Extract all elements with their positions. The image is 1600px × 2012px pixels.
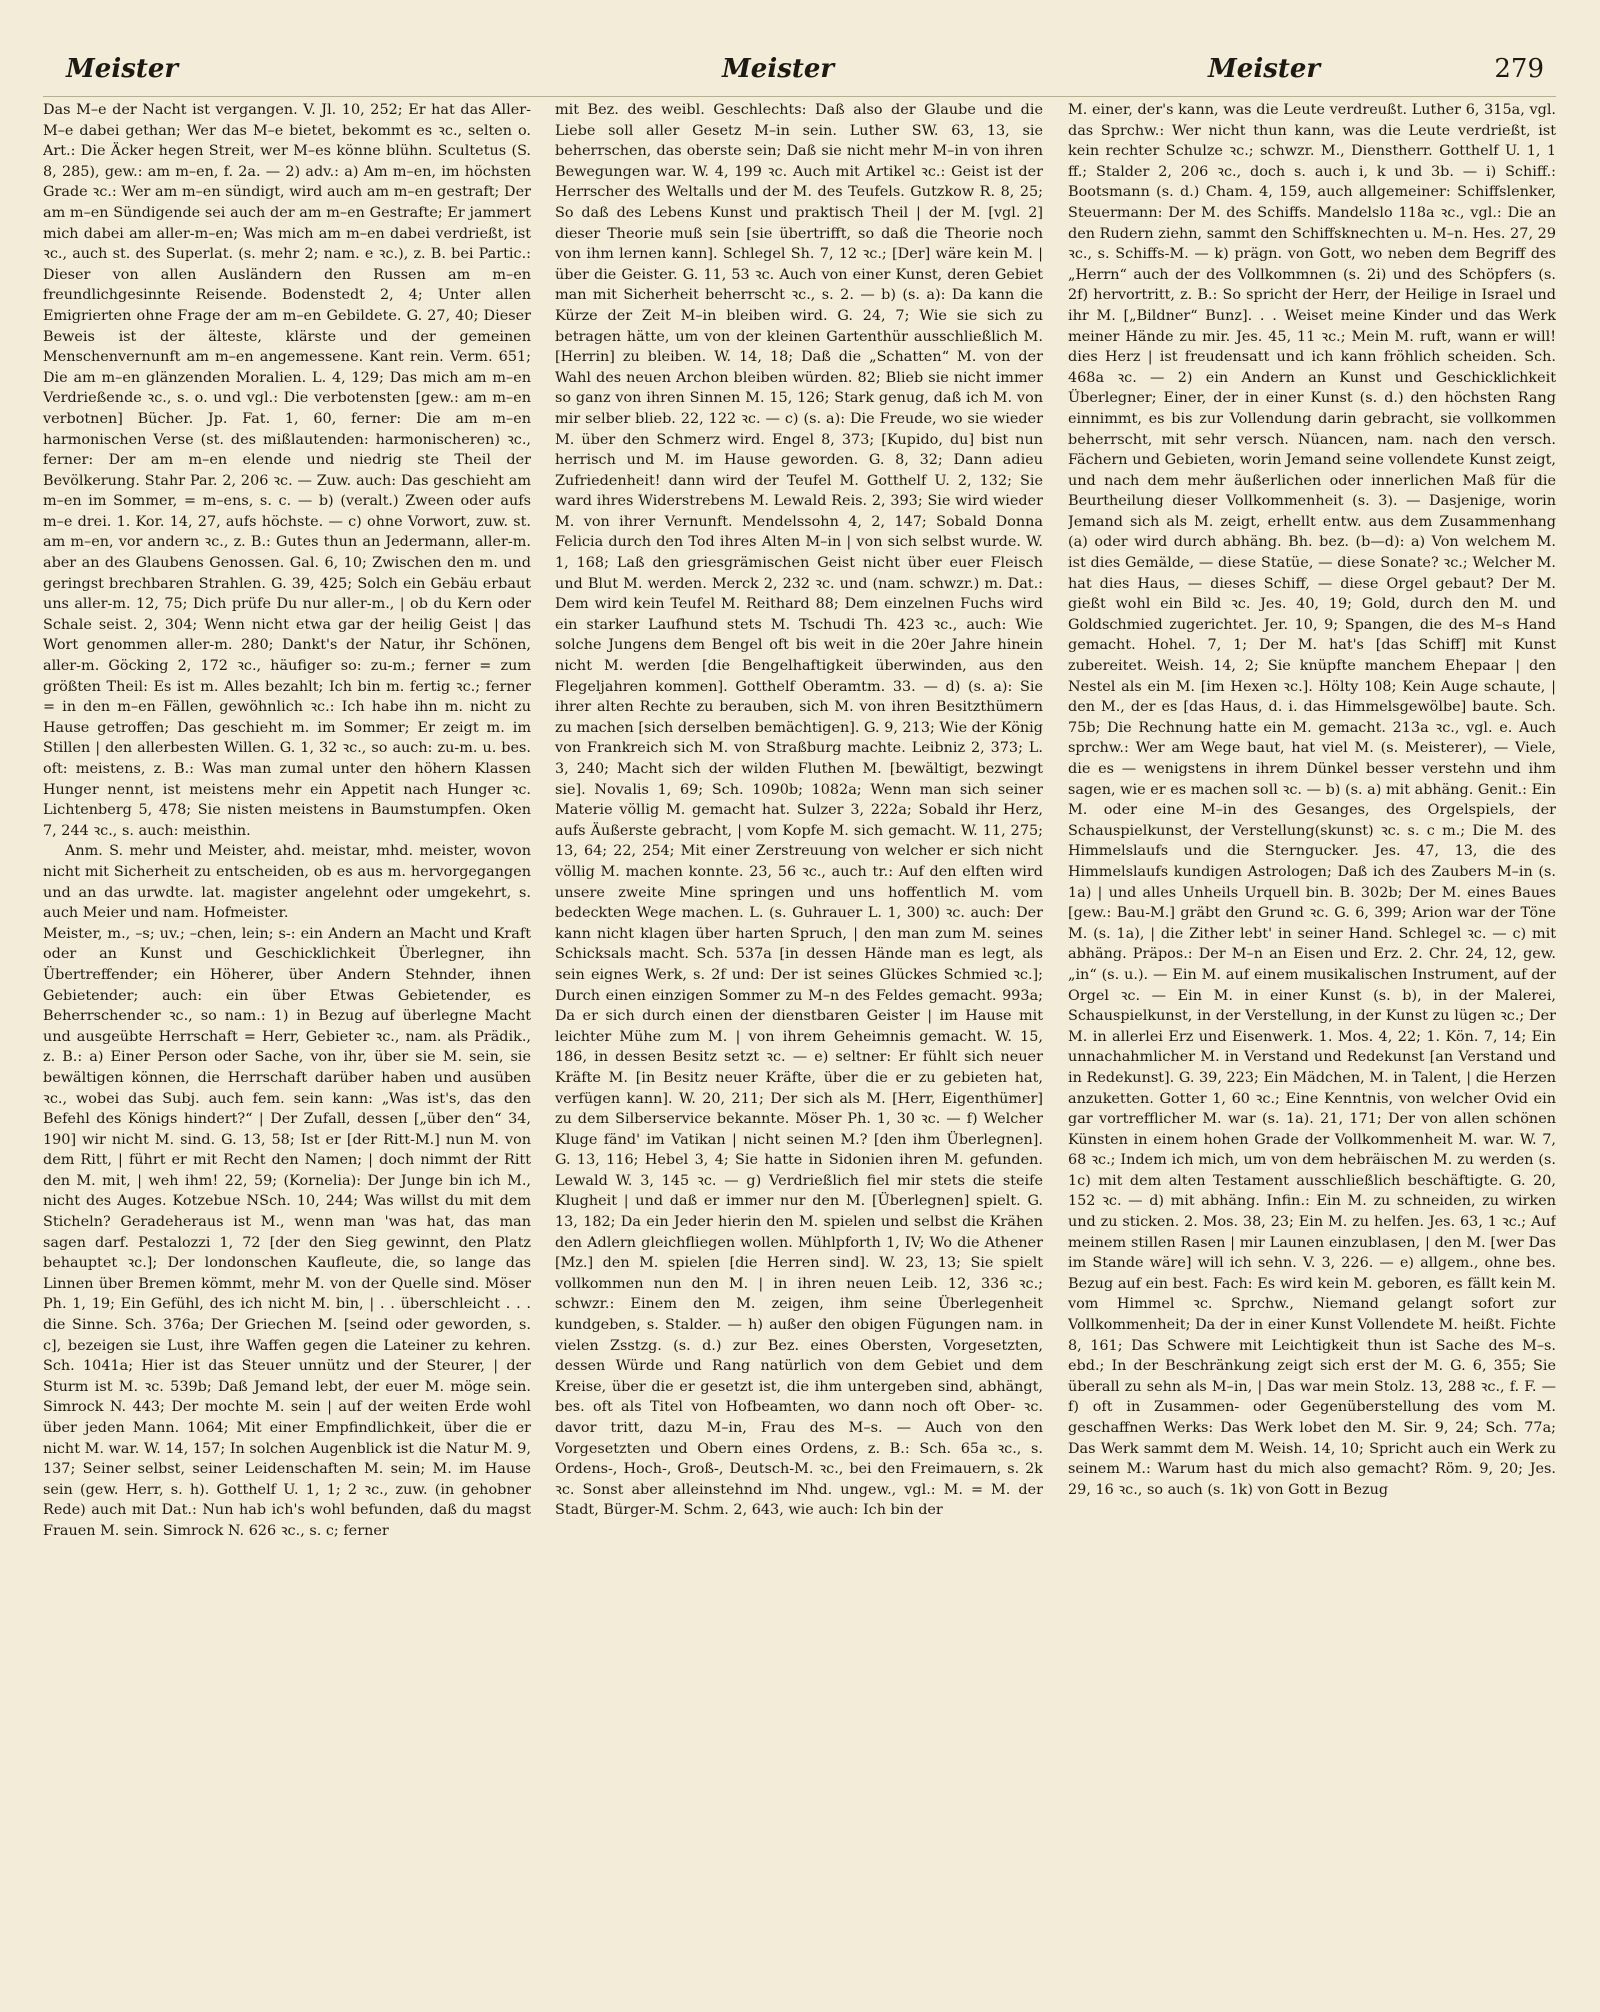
entry-paragraph: M. einer, der's kann, was die Leute verdreußt. Luther 6, 315a, vgl. das Sprchw.: Wer nicht thun kann, was die Leute verdrießt, ist kein rechter Schulze ꝛc.; schwzr. M., Dienstherr. Gotthelf U. 1, 1 ff.; Stalder 2, 206 ꝛc., doch s. auch i, k und 3b. — i) Schiff.: Bootsmann (s. d.) Cham. 4, 159, auch allgemeiner: Schiffslenker, Steuermann: Der M. des Schiffs. Mandelslo 118a ꝛc., vgl.: Die an den Rudern ziehn, sammt den Schiffsknechten u. M–n. Hes. 27, 29 ꝛc., s. Schiffs-M. — k) prägn. von Gott, wo neben dem Begriff des „Herrn“ auch der des Vollkommnen (s. 2i) und des Schöpfers (s. 2f) hervortritt, z. B.: So spricht der Herr, der Heilige in Israel und ihr M. [„Bildner“ Bunz]. . . Weiset meine Kinder und das Werk meiner Hände zu mir. Jes. 45, 11 ꝛc.; Mein M. ruft, wann er will! dies Herz | ist freudensatt und ich kann fröhlich scheiden. Sch. 468a ꝛc. — 2) ein Andern an Kunst und Geschicklichkeit Überlegner; Einer, der in einer Kunst (s. d.) den höchsten Rang einnimmt, es bis zur Vollendung darin gebracht, sie vollkommen beherrscht, mit sehr versch. Nüancen, nam. nach den versch. Fächern und Gebieten, worin Jemand seine vollendete Kunst zeigt, und nach dem mehr äußerlichen oder innerlichen Maß für die Beurtheilung dieser Vollkommenheit (s. 3). — Dasjenige, worin Jemand sich als M. zeigt, erhellt entw. aus dem Zusammenhang (a) oder wird durch abhäng. Bh. bez. (b—d): a) Von welchem M. ist dies Gemälde, — diese Statüe, — diese Sonate? ꝛc.; Welcher M. hat dies Haus, — dieses Schiff, — diese Orgel gebaut? Der M. gießt wohl ein Bild ꝛc. Jes. 40, 19; Gold, durch den M. und Goldschmied zugerichtet. Jer. 10, 9; Spangen, die des M–s Hand gemacht. Hohel. 7, 1; Der M. hat's [das Schiff] mit Kunst zubereitet. Weish. 14, 2; Sie knüpfte manchem Ehepaar | den Nestel als ein M. [im Hexen ꝛc.]. Hölty 108; Kein Auge schaute, | den M., der es [das Haus, d. i. das Himmelsgewölbe] baute. Sch. 75b; Die Rechnung hatte ein M. gemacht. 213a ꝛc., vgl. e. Auch sprchw.: Wer am Wege baut, hat viel M. (s. Meisterer), — Viele, die es — wenigstens in ihrem Dünkel besser verstehn und ihm sagen, wie er es machen soll ꝛc. — b) (s. a) mit abhäng. Genit.: Ein M. oder eine M–in des Gesanges, des Orgelspiels, der Schauspielkunst, der Verstellung(skunst) ꝛc. s. c m.; Die M. des Himmelslaufs und die Sterngucker. Jes. 47, 13, die des Himmelslaufs kundigen Astrologen; Daß ich des Zaubers M–in (s. 1a) | und alles Unheils Urquell bin. B. 302b; Der M. eines Baues [gew.: Bau-M.] gräbt den Grund ꝛc. G. 6, 399; Arion war der Töne M. (s. 1a), | die Zither lebt' in seiner Hand. Schlegel ꝛc. — c) mit abhäng. Präpos.: Der M–n an Eisen und Erz. 2. Chr. 24, 12, gew. „in“ (s. u.). — Ein M. auf einem musikalischen Instrument, auf der Orgel ꝛc. — Ein M. in einer Kunst (s. b), in der Malerei, Schauspielkunst, in der Verstellung, in der Kunst zu lügen ꝛc.; Der M. in allerlei Erz und Eisenwerk. 1. Mos. 4, 22; 1. Kön. 7, 14; Ein unnachahmlicher M. in Verstand und Redekunst [an Verstand und in Redekunst]. G. 39, 223; Ein Mädchen, M. in Talent, | die Herzen anzuketten. Gotter 1, 60 ꝛc.; Eine Kenntnis, von welcher Ovid ein gar vortrefflicher M. war (s. 1a). 21, 171; Der von allen schönen Künsten in einem hohen Grade der Vollkommenheit M. war. W. 7, 68 ꝛc.; Indem ich mich, um von dem hebräischen M. zu werden (s. 1c) mit dem alten Testament ausschließlich beschäftigte. G. 20, 152 ꝛc. — d) mit abhäng. Infin.: Ein M. zu schneiden, zu wirken und zu sticken. 2. Mos. 38, 23; Ein M. zu helfen. Jes. 63, 1 ꝛc.; Auf meinem stillen Rasen | mir Launen einzublasen, | den M. [wer Das im Stande wäre] will ich sehn. V. 3, 226. — e) allgem., ohne bes. Bezug auf ein best. Fach: Es wird kein M. geboren, es fällt kein M. vom Himmel ꝛc. Sprchw., Niemand gelangt sofort zur Vollkommenheit; Da der in einer Kunst Vollendete M. heißt. Fichte 8, 161; Das Schwere mit Leichtigkeit thun ist Sache des M–s. ebd.; In der Beschränkung zeigt sich erst der M. G. 6, 355; Sie überall zu sehn als M–in, | Das war mein Stolz. 13, 288 ꝛc., f. F. — f) oft in Zusammen- oder Gegenüberstellung des vom M. geschaffnen Werks: Das Werk lobet den M. Sir. 9, 24; Sch. 77a; Das Werk sammt dem M. Weish. 14, 10; Spricht auch ein Werk zu seinem M.: Warum hast du mich also gemacht? Röm. 9, 20; Jes. 29, 16 ꝛc., so auch (s. 1k) von Gott in Bezug — [1068, 102, 1556, 1498]
header-rule — [43, 96, 1556, 97]
entry-paragraph: Das M–e der Nacht ist vergangen. V. Jl. 10, 252; Er hat das Aller-M–e dabei gethan; Wer das M–e bietet, bekommt es ꝛc., selten o. Art.: Die Äcker hegen Streit, wer M–es könne blühn. Scultetus (S. 8, 285), gew.: am m–en, f. 2a. — 2) adv.: a) Am m–en, im höchsten Grade ꝛc.: Wer am m–en sündigt, wird auch am m–en gestraft; Der am m–en Sündigende sei auch der am m–en Gestrafte; Er jammert mich dabei am aller-m–en; Was mich am m–en dabei verdrießt, ist ꝛc., auch st. des Superlat. (s. mehr 2; nam. e ꝛc.), z. B. bei Partic.: Dieser von allen Ausländern den Russen am m–en freundlichgesinnte Reisende. Bodenstedt 2, 4; Unter allen Emigrierten ohne Frage der am m–en Gebildete. G. 27, 40; Dieser Beweis ist der älteste, klärste und der gemeinen Menschenvernunft am m–en angemessene. Kant rein. Verm. 651; Die am m–en glänzenden Moralien. L. 4, 129; Das mich am m–en Verdrießende ꝛc., s. o. und vgl.: Die verbotensten [gew.: am m–en verbotnen] Bücher. Jp. Fat. 1, 60, ferner: Die am m–en harmonischen Verse (st. des mißlautenden: harmonischeren) ꝛc., ferner: Der am m–en elende und niedrig ste Theil der Bevölkerung. Stahr Par. 2, 206 ꝛc. — Zuw. auch: Das geschieht am m–en im Sommer, = m–ens, s. c. — b) (veralt.) Zween oder aufs m–e drei. 1. Kor. 14, 27, aufs höchste. — c) ohne Vorwort, zuw. st. am m–en, vor andern ꝛc., z. B.: Gutes thun an Jedermann, aller-m. aber an des Glaubens Genossen. Gal. 6, 10; Zwischen den m. und geringst brechbaren Strahlen. G. 39, 425; Solch ein Gebäu erbaut uns aller-m. 12, 75; Dich prüfe Du nur aller-m., | ob du Kern oder Schale seist. 2, 304; Wenn nicht etwa gar der heilig Geist | das Wort genommen aller-m. 280; Dankt's der Natur, ihr Schönen, aller-m. Göcking 2, 172 ꝛc., häufiger so: zu-m.; ferner = zum größten Theil: Es ist m. Alles bezahlt; Ich bin m. fertig ꝛc.; ferner = in den m–en Fällen, gewöhnlich ꝛc.: Ich habe ihn m. nicht zu Hause getroffen; Das geschieht m. im Sommer; Er zeigt m. im Stillen | den allerbesten Willen. G. 1, 32 ꝛc., so auch: zu-m. u. bes. oft: meistens, z. B.: Was man zumal unter den höhern Klassen Hunger nennt, ist meistens mehr ein Appetit nach Hunger ꝛc. Lichtenberg 5, 478; Sie nisten meistens in Baumstumpfen. Oken 7, 244 ꝛc., s. auch: meisthin. — [43, 102, 531, 839]
column-right — [1068, 100, 1556, 1985]
page-number: 279 — [1494, 54, 1544, 84]
column-left — [43, 100, 531, 1985]
header-center-headword: Meister — [722, 54, 835, 84]
column-middle — [555, 100, 1043, 1985]
running-header — [60, 48, 1550, 98]
header-right-headword: Meister — [1208, 54, 1321, 84]
entry-paragraph: Meister, m., –s; uv.; –chen, lein; s-: ein Andern an Macht und Kraft oder an Kunst und Geschicklichkeit Überlegner, ihn Übertreffender; ein Höherer, über Andern Stehnder, ihnen Gebietender; auch: ein über Etwas Gebietender, es Beherrschender ꝛc., so nam.: 1) in Bezug auf überlegne Macht und ausgeübte Herrschaft = Herr, Gebieter ꝛc., nam. als Prädik., z. B.: a) Einer Person oder Sache, von ihr, über sie M. sein, sie bewältigen können, die Herrschaft darüber haben und ausüben ꝛc., wobei das Subj. auch fem. sein kann: „Was ist's, das den Befehl des Königs hindert?“ | Der Zufall, dessen [„über den“ 34, 190] wir nicht M. sind. G. 13, 58; Ist er [der Ritt-M.] nun M. von dem Ritt, | führt er mit Recht den Namen; | doch nimmt der Ritt den M. mit, | weh ihm! 22, 59; (Kornelia): Der Junge bin ich M., nicht des Auges. Kotzebue NSch. 10, 244; Was willst du mit dem Sticheln? Geradeheraus ist M., wenn man 'was hat, das man sagen darf. Pestalozzi 1, 72 [der den Sieg gewinnt, den Platz behauptet ꝛc.]; Der londonschen Kaufleute, die, so lange das Linnen über Bremen kömmt, mehr M. von der Quelle sind. Möser Ph. 1, 19; Ein Gefühl, des ich nicht M. bin, | . . überschleicht . . . die Sinne. Sch. 376a; Der Griechen M. [seind oder geworden, s. c], bezeigen sie Lust, ihre Waffen gegen die Lateiner zu kehren. Sch. 1041a; Hier ist das Steuer unnütz und der Steurer, | der Sturm ist M. ꝛc. 539b; Daß Jemand lebt, der euer M. möge sein. Simrock N. 443; Der mochte M. sein | auf der weiten Erde wohl über jeden Mann. 1064; Mit einer Empfindlichkeit, über die er nicht M. war. W. 14, 157; In solchen Augenblick ist die Natur M. 9, 137; Seiner selbst, seiner Leidenschaften M. sein; M. im Hause sein (gew. Herr, s. h). Gotthelf U. 1, 1; 2 ꝛc., zuw. (in gehobner Rede) auch mit Dat.: Nun hab ich's wohl befunden, daß du magst Frauen M. sein. Simrock N. 626 ꝛc., s. c; ferner — [43, 925, 531, 1539]
note-paragraph: Anm. S. mehr und Meister, ahd. meistar, mhd. meister, wovon nicht mit Sicherheit zu entscheiden, ob es aus m. hervorgegangen und an das urwdte. lat. magister angelehnt oder umgekehrt, s. auch Meier und nam. Hofmeister. — [43, 843, 531, 922]
entry-paragraph: mit Bez. des weibl. Geschlechts: Daß also der Glaube und die Liebe soll aller Gesetz M–in sein. Luther SW. 63, 13, sie beherrschen, das oberste sein; Daß sie nicht mehr M–in von ihren Bewegungen war. W. 4, 199 ꝛc. Auch mit Artikel ꝛc.: Geist ist der Herrscher des Weltalls und der M. des Teufels. Gutzkow R. 8, 25; So daß des Lebens Kunst und praktisch Theil | der M. [vgl. 2] dieser Theorie muß sein [sie übertrifft, so daß die Theorie noch von ihm lernen kann]. Schlegel Sh. 7, 12 ꝛc.; [Der] wäre kein M. | über die Geister. G. 11, 53 ꝛc. Auch von einer Kunst, deren Gebiet man mit Sicherheit beherrscht ꝛc., s. 2. — b) (s. a): Da kann die Kürze der Zeit M–in bleiben wird. G. 24, 7; Wie sie sich zu betragen hätte, um von der kleinen Gartenthür ausschließlich M. [Herrin] zu bleiben. W. 14, 18; Daß die „Schatten“ M. von der Wahl des neuen Archon bleiben würden. 82; Blieb sie nicht immer so ganz von ihren Sinnen M. 15, 126; Stark genug, daß ich M. von mir selber blieb. 22, 122 ꝛc. — c) (s. a): Die Freude, wo sie wieder M. über den Schmerz wird. Engel 8, 373; [Kupido, du] bist nun herrisch und M. im Hause geworden. G. 8, 32; Dann adieu Zufriedenheit! dann wird der Teufel M. Gotthelf U. 2, 132; Sie ward ihres Widerstrebens M. Lewald Reis. 2, 393; Sie wird wieder M. von ihrer Vernunft. Mendelssohn 4, 2, 147; Sobald Donna Felicia durch den Tod ihres Alten M–in | von sich selbst wurde. W. 1, 168; Laß den griesgrämischen Geist nicht über euer Fleisch und Blut M. werden. Merck 2, 232 ꝛc. und (nam. schwzr.) m. Dat.: Dem wird kein Teufel M. Reithard 88; Dem einzelnen Fuchs wird ein starker Laufhund stets M. Tschudi Th. 423 ꝛc., auch: Wie solche Jungens dem Bengel oft bis weit in die 20er Jahre hinein nicht M. werden [die Bengelhaftigkeit überwinden, aus den Flegeljahren kommen]. Gotthelf Oberamtm. 33. — d) (s. a): Sie ihrer alten Rechte zu berauben, sich M. von ihren Besitzthümern zu machen [sich derselben bemächtigen]. G. 9, 213; Wie der König von Frankreich sich M. von Straßburg machte. Leibniz 2, 373; L. 3, 240; Macht sich der wilden Fluthen M. [bewältigt, bezwingt sie]. Novalis 1, 69; Sch. 1090b; 1082a; Wenn man sich seiner Materie völlig M. gemacht hat. Sulzer 3, 222a; Sobald ihr Herz, aufs Äußerste gebracht, | vom Kopfe M. sich gemacht. W. 11, 275; 13, 64; 22, 254; Mit einer Zerstreuung von welcher er sich nicht völlig M. machen konnte. 23, 56 ꝛc., auch tr.: Auf den elften wird unsere zweite Mine springen und uns hoffentlich M. vom bedeckten Wege machen. L. (s. Guhrauer L. 1, 300) ꝛc. auch: Der kann nicht klagen über harten Spruch, | den man zum M. seines Schicksals macht. Sch. 537a [in dessen Hände man es legt, als sein eignes Werk, s. 2f und: Der ist seines Glückes Schmied ꝛc.]; Durch einen einzigen Sommer zu M–n des Feldes gemacht. 993a; Da er sich durch einen der dienstbaren Geister | im Hause mit leichter Mühe zum M. | von ihrem Geheimnis gemacht. W. 15, 186, in dessen Besitz setzt ꝛc. — e) seltner: Er fühlt sich neuer Kräfte M. [in Besitz neuer Kräfte, über die er zu gebieten hat, verfügen kann]. W. 20, 211; Der sich als M. [Herr, Eigenthümer] zu dem Silberservice bekannte. Möser Ph. 1, 30 ꝛc. — f) Welcher Kluge fänd' im Vatikan | nicht seinen M.? [den ihm Überlegnen]. G. 13, 116; Hebel 3, 4; Sie hatte in Sidonien ihren M. gefunden. Lewald W. 3, 145 ꝛc. — g) Verdrießlich fiel mir stets die steife Klugheit | und daß er immer nur den M. [Überlegnen] spielt. G. 13, 182; Da ein Jeder hierin den M. spielen und selbst die Krähen den Adlern gleichfliegen wollen. Mühlpforth 1, IV; Wo die Athener [Mz.] den M. spielen [die Herren sind]. W. 23, 13; Sie spielt vollkommen nun den M. | in ihren neuen Leib. 12, 336 ꝛc.; schwzr.: Einem den M. zeigen, ihm seine Überlegenheit kundgeben, s. Stalder. — h) außer den obigen Fügungen nam. in vielen Zsstzg. (s. d.) zur Bez. eines Obersten, Vorgesetzten, dessen Würde und Rang natürlich von dem Gebiet und dem Kreise, über die er gesetzt ist, die ihm untergeben sind, abhängt, bes. oft als Titel von Hofbeamten, wo dann noch oft Ober- ꝛc. davor tritt, dazu M–in, Frau des M–s. — Auch von den Vorgesetzten und Obern eines Ordens, z. B.: Sch. 65a ꝛc., s. Ordens-, Hoch-, Groß-, Deutsch-M. ꝛc., bei den Freimauern, s. 2k ꝛc. Sonst aber alleinstehnd im Nhd. ungew., vgl.: M. = M. der Stadt, Bürger-M. Schm. 2, 643, wie auch: Ich bin der — [555, 102, 1043, 1519]
header-left-headword: Meister — [66, 54, 179, 84]
